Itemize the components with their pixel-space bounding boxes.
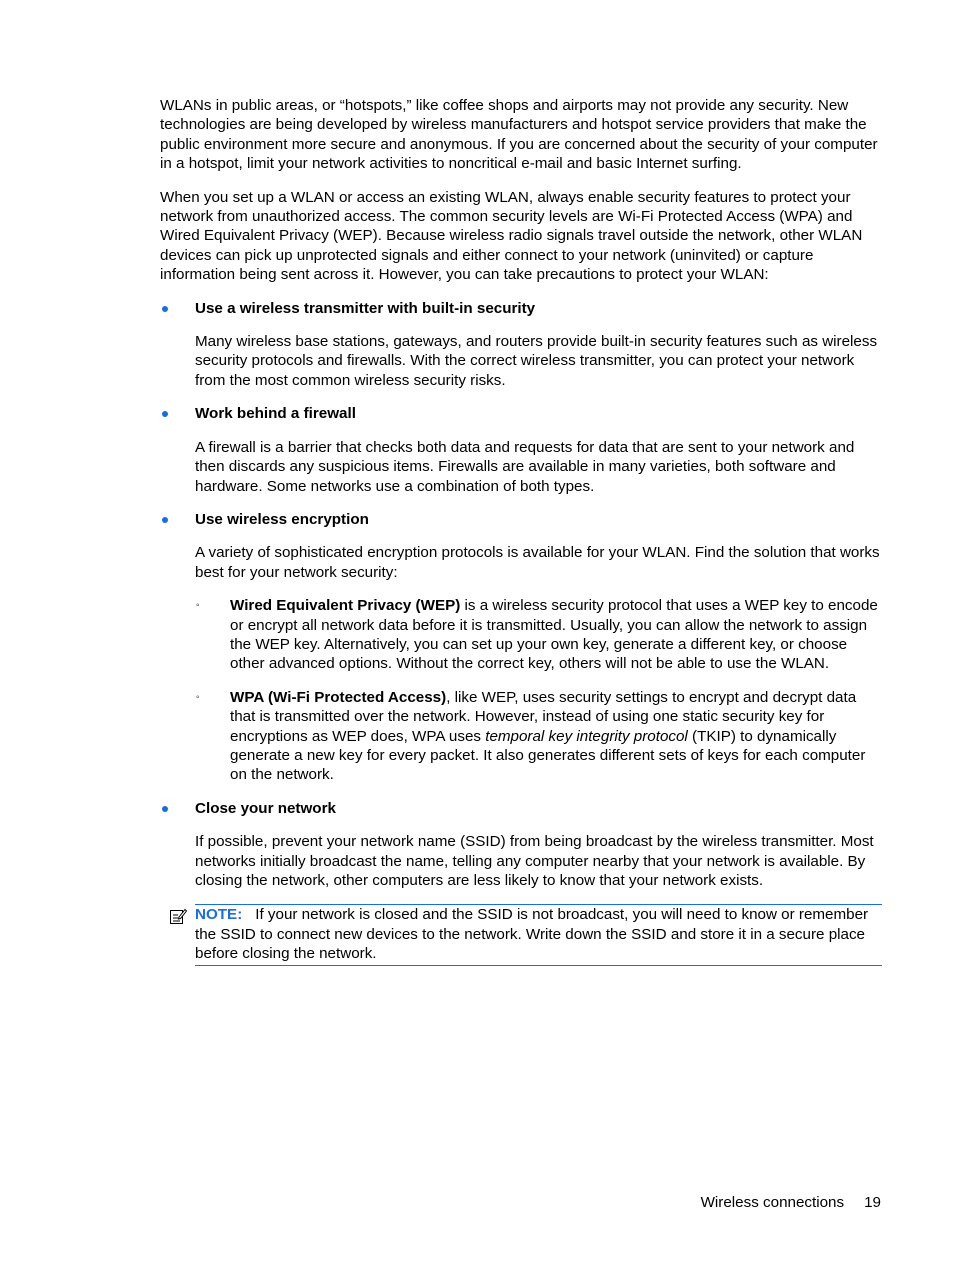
bullet-title: Work behind a firewall bbox=[195, 405, 356, 423]
sub-item-description-end: (TKIP) to dynamically generate a new key for every packet. It also generates different sets of keys for each computer on the network. bbox=[230, 727, 866, 784]
bullet-item bbox=[160, 299, 882, 318]
bullet-item bbox=[160, 799, 882, 818]
bullet-body: Many wireless base stations, gateways, and routers provide built-in security features such as wireless security protocols and firewalls. With the correct wireless transmitter, you can protect your network from the most common wireless security risks. bbox=[195, 333, 878, 389]
page-content bbox=[160, 96, 882, 966]
sub-bullet-icon: ◦ bbox=[196, 600, 200, 612]
bullet-title: Close your network bbox=[195, 799, 336, 817]
sub-item-text bbox=[230, 596, 882, 674]
bullet-dot-icon bbox=[162, 806, 168, 812]
intro-paragraph-security: When you set up a WLAN or access an existing WLAN, always enable security features to protect your network from unauthorized access. The common security levels are Wi-Fi Protected Access (WPA) and Wired Equivalent Privacy (WEP). Because wireless radio signals travel outside the network, other WLAN devices can pick up unprotected signals and either connect to your network (uninvited) or capture information being sent across it. However, you can take precautions to protect your WLAN: bbox=[160, 188, 863, 284]
bullet-dot-icon bbox=[162, 517, 168, 523]
note-body: If your network is closed and the SSID is not broadcast, you will need to know or remember the SSID to connect new devices to the network. Write down the SSID and store it in a secure place before closing the network. bbox=[195, 906, 869, 963]
sub-item-term: Wired Equivalent Privacy (WEP) bbox=[230, 597, 461, 615]
bullet-body: A firewall is a barrier that checks both data and requests for data that are sent to your network and then discards any suspicious items. Firewalls are available in many varieties, both software and hardware. Some networks use a combination of both types. bbox=[195, 438, 855, 495]
page-number: 19 bbox=[864, 1194, 881, 1211]
bullet-title: Use a wireless transmitter with built-in security bbox=[195, 299, 536, 317]
sub-item-term: WPA (Wi-Fi Protected Access) bbox=[230, 688, 447, 706]
note-label: NOTE: bbox=[195, 906, 243, 924]
sub-item-text bbox=[230, 688, 882, 785]
sub-item-emphasis: temporal key integrity protocol bbox=[485, 727, 688, 745]
bullet-dot-icon bbox=[162, 411, 168, 417]
footer-section-title: Wireless connections bbox=[700, 1194, 845, 1211]
bullet-item bbox=[160, 404, 882, 423]
note-text bbox=[195, 905, 882, 963]
bullet-dot-icon bbox=[162, 306, 168, 312]
sub-list-item bbox=[160, 596, 882, 674]
bullet-item bbox=[160, 510, 882, 529]
note-pencil-icon bbox=[169, 907, 187, 925]
sub-list-item bbox=[160, 688, 882, 785]
bullet-body: If possible, prevent your network name (SSID) from being broadcast by the wireless transmitter. Most networks initially broadcast the name, telling any computer nearby that your network is available. By closing the network, other computers are less likely to know that your network exists. bbox=[195, 833, 874, 889]
bullet-body: A variety of sophisticated encryption protocols is available for your WLAN. Find the solution that works best for your network security: bbox=[195, 544, 880, 581]
bullet-title: Use wireless encryption bbox=[195, 510, 369, 528]
page-footer bbox=[701, 1193, 881, 1212]
sub-bullet-icon: ◦ bbox=[196, 691, 200, 703]
note-box bbox=[195, 904, 882, 965]
intro-paragraph-hotspots: WLANs in public areas, or “hotspots,” like coffee shops and airports may not provide any security. New technologies are being developed by wireless manufacturers and hotspot service providers that make the public environment more secure and anonymous. If you are concerned about the security of your computer in a hotspot, limit your network activities to noncritical e-mail and basic Internet surfing. bbox=[160, 97, 878, 173]
sub-item-description: is a wireless security protocol that uses a WEP key to encode or encrypt all network data before it is transmitted. Usually, you can allow the network to assign the WEP key. Alternatively, you can set up your own key, generate a different key, or choose other advanced options. Without the correct key, others will not be able to use the WLAN. bbox=[230, 597, 878, 673]
sub-item-description: , like WEP, uses security settings to encrypt and decrypt data that is transmitted over the network. However, instead of using one static security key for encryptions as WEP does, WPA uses bbox=[230, 688, 857, 745]
